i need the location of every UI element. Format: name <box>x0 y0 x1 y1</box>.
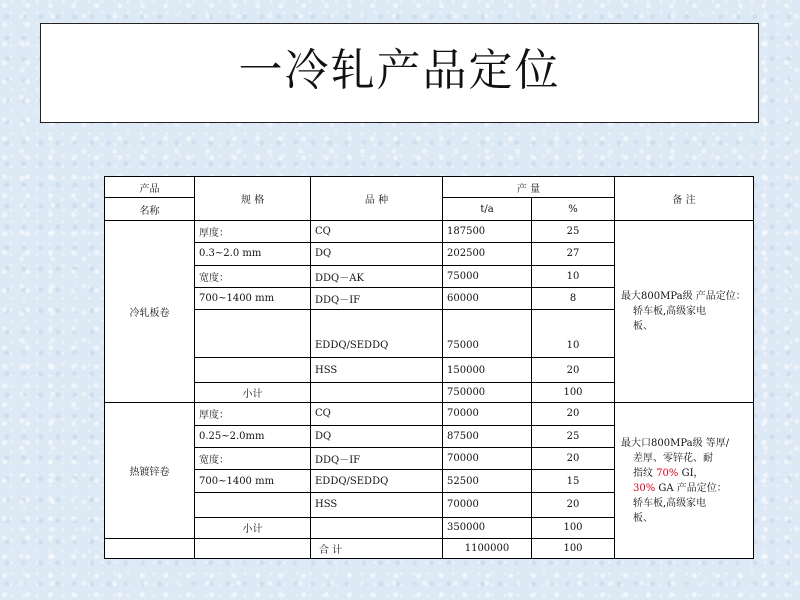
remark-line: 轿车板,高级家电 <box>633 497 707 509</box>
galvanized-spec-thickness-label: 厚度： <box>195 403 311 425</box>
variety-cell: CQ <box>311 403 443 425</box>
total-label: 合 计 <box>311 538 443 558</box>
header-row-1 <box>105 177 754 198</box>
header-product: 产品 <box>105 177 195 198</box>
remark-line: 最大口800MPa级 等厚/ <box>621 437 730 449</box>
galvanized-spec-thickness-value: 0.25~2.0mm <box>195 425 311 447</box>
cold-rolled-spec-width-value: 700~1400 mm <box>195 288 311 310</box>
output-pct-cell: 15 <box>532 470 615 492</box>
empty-variety-cell <box>311 518 443 538</box>
empty-variety-cell <box>311 382 443 402</box>
header-unit-pct: % <box>532 198 615 220</box>
output-ta-cell: 70000 <box>443 403 532 425</box>
output-pct-cell: 10 <box>532 265 615 287</box>
output-pct-cell: 27 <box>532 243 615 265</box>
cold-rolled-remark <box>615 220 754 402</box>
header-output: 产 量 <box>443 177 615 198</box>
total-ta: 1100000 <box>443 538 532 558</box>
empty-spec-cell <box>195 538 311 558</box>
cold-rolled-spec-thickness-label: 厚度： <box>195 220 311 242</box>
output-ta-cell: 60000 <box>443 288 532 310</box>
variety-cell: EDDQ/SEDDQ <box>311 470 443 492</box>
variety-cell: DDQ－AK <box>311 265 443 287</box>
output-ta-cell: 202500 <box>443 243 532 265</box>
table-row <box>105 403 754 425</box>
output-ta-cell: 70000 <box>443 492 532 517</box>
output-ta-cell: 87500 <box>443 425 532 447</box>
output-ta-cell: 75000 <box>443 310 532 358</box>
header-name: 名称 <box>105 198 195 220</box>
header-spec: 规 格 <box>195 177 311 221</box>
output-ta-cell: 70000 <box>443 447 532 469</box>
output-pct-cell: 20 <box>532 403 615 425</box>
output-pct-cell: 20 <box>532 358 615 382</box>
title-box <box>40 23 759 123</box>
product-table-container <box>104 176 753 559</box>
output-pct-cell: 8 <box>532 288 615 310</box>
variety-cell: HSS <box>311 358 443 382</box>
cold-rolled-spec-width-label: 宽度： <box>195 265 311 287</box>
cold-rolled-spec-thickness-value: 0.3~2.0 mm <box>195 243 311 265</box>
header-unit-ta: t/a <box>443 198 532 220</box>
remark-line: 最大800MPa级 产品定位： <box>621 290 746 302</box>
output-pct-cell: 25 <box>532 220 615 242</box>
empty-name-cell <box>105 538 195 558</box>
remark-line: 差厚、零锌花、耐 <box>633 452 713 464</box>
subtotal-pct: 100 <box>532 382 615 402</box>
remark-line: 板、 <box>633 320 653 332</box>
remark-line: GI， <box>678 467 704 479</box>
product-positioning-table <box>104 176 754 559</box>
remark-line: 轿车板,高级家电 <box>633 305 707 317</box>
remark-line: GA 产品定位： <box>655 482 727 494</box>
remark-line: 指纹 <box>633 467 657 479</box>
output-pct-cell: 20 <box>532 447 615 469</box>
table-row <box>105 220 754 242</box>
variety-cell: EDDQ/SEDDQ <box>311 310 443 358</box>
variety-cell: DDQ－IF <box>311 288 443 310</box>
output-pct-cell: 25 <box>532 425 615 447</box>
output-ta-cell: 150000 <box>443 358 532 382</box>
variety-cell: DQ <box>311 243 443 265</box>
subtotal-label: 小计 <box>195 382 311 402</box>
galvanized-remark <box>615 403 754 559</box>
subtotal-ta: 750000 <box>443 382 532 402</box>
header-variety: 品 种 <box>311 177 443 221</box>
output-ta-cell: 187500 <box>443 220 532 242</box>
variety-cell: DQ <box>311 425 443 447</box>
galvanized-name: 热镀锌卷 <box>105 403 195 538</box>
galvanized-spec-width-label: 宽度： <box>195 447 311 469</box>
total-pct: 100 <box>532 538 615 558</box>
empty-spec-cell <box>195 310 311 358</box>
output-ta-cell: 75000 <box>443 265 532 287</box>
remark-highlight: 70% <box>656 467 679 479</box>
remark-highlight: 30% <box>633 482 656 494</box>
empty-spec-cell <box>195 492 311 517</box>
subtotal-pct: 100 <box>532 518 615 538</box>
output-ta-cell: 52500 <box>443 470 532 492</box>
output-pct-cell: 20 <box>532 492 615 517</box>
cold-rolled-name: 冷轧板卷 <box>105 220 195 402</box>
subtotal-label: 小计 <box>195 518 311 538</box>
variety-cell: HSS <box>311 492 443 517</box>
variety-cell: CQ <box>311 220 443 242</box>
header-remark: 备 注 <box>615 177 754 221</box>
galvanized-spec-width-value: 700~1400 mm <box>195 470 311 492</box>
variety-cell: DDQ－IF <box>311 447 443 469</box>
empty-spec-cell <box>195 358 311 382</box>
output-pct-cell: 10 <box>532 310 615 358</box>
subtotal-ta: 350000 <box>443 518 532 538</box>
page-title: 一冷轧产品定位 <box>238 45 561 96</box>
remark-line: 板、 <box>633 512 653 524</box>
